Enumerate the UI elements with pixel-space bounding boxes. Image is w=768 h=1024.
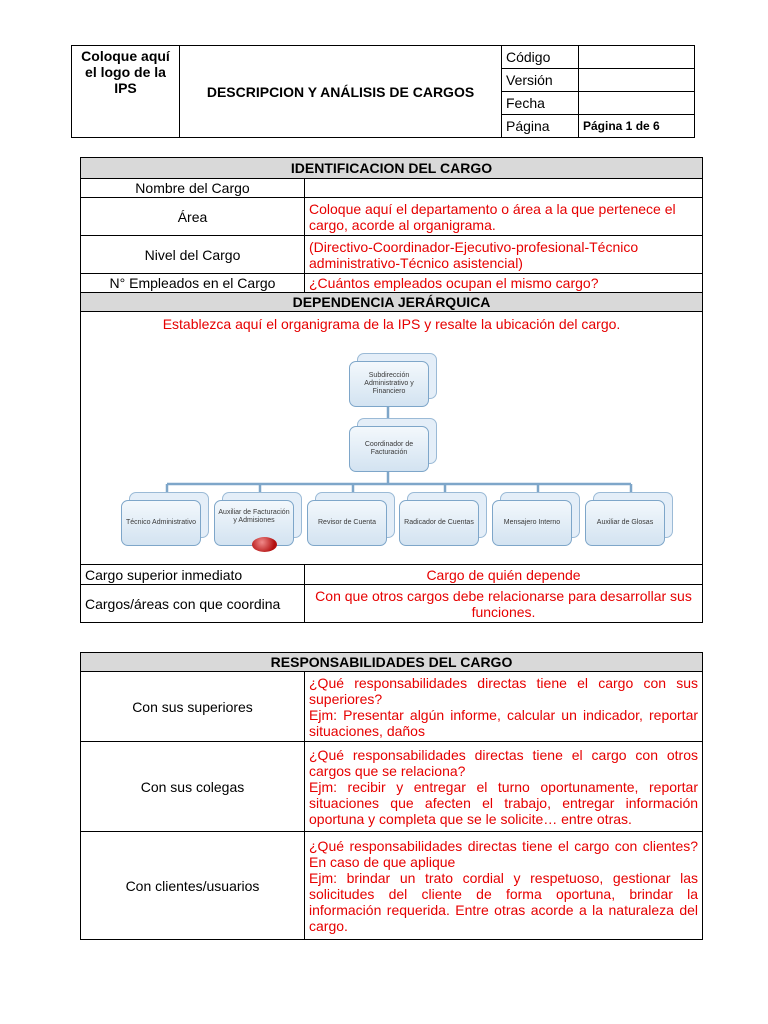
identification-table <box>80 157 703 623</box>
level-label: Nivel del Cargo <box>81 236 305 274</box>
document-title: DESCRIPCION Y ANÁLISIS DE CARGOS <box>180 46 502 138</box>
area-label: Área <box>81 198 305 236</box>
employees-value: ¿Cuántos empleados ocupan el mismo cargo? <box>305 274 703 293</box>
org-node-coordinador: Coordinador de Facturación <box>349 426 429 472</box>
version-label: Versión <box>502 69 579 92</box>
page-label: Página <box>502 115 579 138</box>
document-header <box>71 45 695 138</box>
code-label: Código <box>502 46 579 69</box>
coordinates-label: Cargos/áreas con que coordina <box>81 585 305 623</box>
code-value <box>579 46 695 69</box>
employees-label: N° Empleados en el Cargo <box>81 274 305 293</box>
org-chart-caption: Establezca aquí el organigrama de la IPS y resalte la ubicación del cargo. <box>162 316 621 332</box>
identification-heading: IDENTIFICACION DEL CARGO <box>81 158 703 179</box>
resp-superiors-label: Con sus superiores <box>81 672 305 742</box>
resp-superiors-question: ¿Qué responsabilidades directas tiene el cargo con sus superiores? <box>309 674 699 707</box>
superior-value: Cargo de quién depende <box>305 565 703 585</box>
resp-superiors-text <box>305 672 703 742</box>
job-name-value <box>305 179 703 198</box>
page-value: Página 1 de 6 <box>579 115 695 138</box>
dependency-heading: DEPENDENCIA JERÁRQUICA <box>81 293 703 312</box>
org-node-radicador-cuentas: Radicador de Cuentas <box>399 500 479 546</box>
org-node-subdireccion: Subdirección Administrativo y Financiero <box>349 361 429 407</box>
level-value: (Directivo-Coordinador-Ejecutivo-profesional-Técnico administrativo-Técnico asistencial) <box>305 236 703 274</box>
resp-clients-text <box>305 832 703 940</box>
org-chart-cell <box>81 312 703 565</box>
resp-clients-label: Con clientes/usuarios <box>81 832 305 940</box>
superior-label: Cargo superior inmediato <box>81 565 305 585</box>
logo-placeholder: Coloque aquí el logo de la IPS <box>72 46 180 138</box>
resp-colleagues-question: ¿Qué responsabilidades directas tiene el cargo con otros cargos que se relaciona? <box>309 746 699 779</box>
resp-colleagues-example: Ejm: recibir y entregar el turno oportunamente, reportar situaciones que afecten el trabajo, entregar información oportuna y completa que se le solicite… entre otras. <box>309 778 699 827</box>
org-chart <box>81 312 702 564</box>
version-value <box>579 69 695 92</box>
responsibilities-heading: RESPONSABILIDADES DEL CARGO <box>81 653 703 672</box>
coordinates-value: Con que otros cargos debe relacionarse para desarrollar sus funciones. <box>305 585 703 623</box>
resp-colleagues-label: Con sus colegas <box>81 742 305 832</box>
responsibilities-table <box>80 652 703 940</box>
date-value <box>579 92 695 115</box>
resp-clients-question: ¿Qué responsabilidades directas tiene el cargo con clientes? En caso de que aplique <box>309 837 699 870</box>
highlight-marker <box>252 537 277 552</box>
org-node-tecnico-administrativo: Técnico Administrativo <box>121 500 201 546</box>
resp-colleagues-text <box>305 742 703 832</box>
org-node-mensajero-interno: Mensajero Interno <box>492 500 572 546</box>
org-node-revisor-cuenta: Revisor de Cuenta <box>307 500 387 546</box>
org-node-auxiliar-facturacion: Auxiliar de Facturación y Admisiones <box>214 500 294 546</box>
org-node-auxiliar-glosas: Auxiliar de Glosas <box>585 500 665 546</box>
resp-clients-example: Ejm: brindar un trato cordial y respetuoso, gestionar las solicitudes del cliente de forma oportuna, brindar la información requerida. Entre otras acorde a la naturaleza del cargo. <box>309 869 699 934</box>
job-name-label: Nombre del Cargo <box>81 179 305 198</box>
date-label: Fecha <box>502 92 579 115</box>
resp-superiors-example: Ejm: Presentar algún informe, calcular un indicador, reportar situaciones, daños <box>309 706 699 739</box>
area-value: Coloque aquí el departamento o área a la que pertenece el cargo, acorde al organigrama. <box>305 198 703 236</box>
